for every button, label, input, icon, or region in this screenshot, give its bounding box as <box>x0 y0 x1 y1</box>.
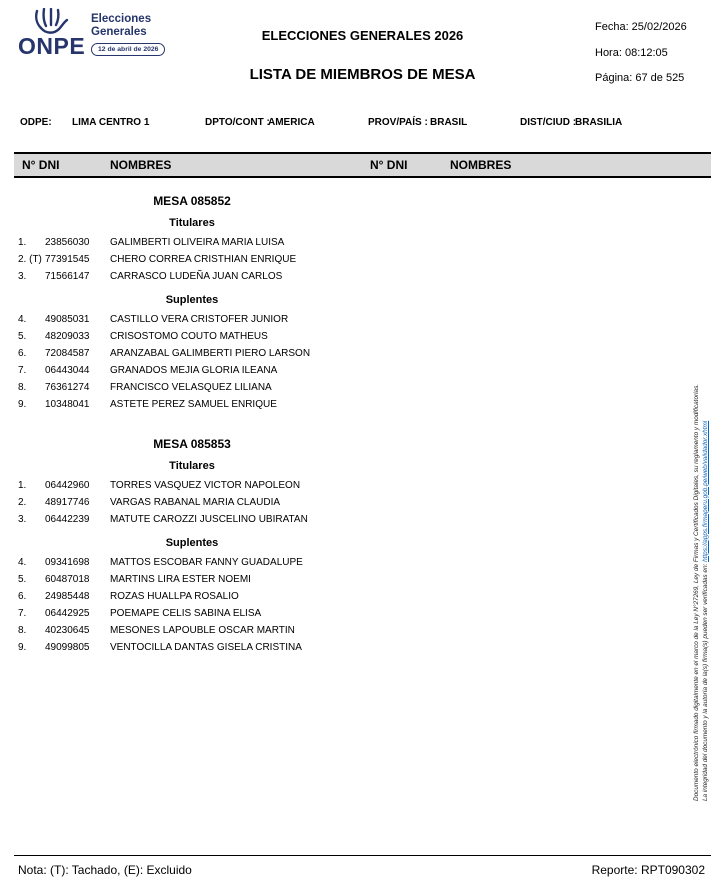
member-row <box>18 588 366 605</box>
member-row <box>18 311 366 328</box>
member-number: 8. <box>18 625 27 636</box>
fecha-line: Fecha: 25/02/2026 <box>595 21 687 33</box>
table-header-band <box>14 152 711 178</box>
dpto-label: DPTO/CONT : <box>205 117 270 128</box>
member-number: 5. <box>18 331 27 342</box>
member-number: 3. <box>18 514 27 525</box>
member-number: 7. <box>18 365 27 376</box>
member-number: 9. <box>18 642 27 653</box>
member-dni: 60487018 <box>45 574 90 585</box>
member-group-label: Titulares <box>169 460 215 472</box>
member-group-label: Suplentes <box>165 294 219 306</box>
mesa-title: MESA 085853 <box>153 437 231 451</box>
member-dni: 77391545 <box>45 254 90 265</box>
member-number: 1. <box>18 237 27 248</box>
member-row <box>18 396 366 413</box>
member-name: GRANADOS MEJIA GLORIA ILEANA <box>110 365 278 376</box>
column-header-nombres-left: NOMBRES <box>110 158 172 172</box>
location-meta-row <box>0 117 725 131</box>
member-name: POEMAPE CELIS SABINA ELISA <box>110 608 262 619</box>
program-line-2: Generales <box>91 26 147 38</box>
member-row <box>18 554 366 571</box>
validator-url-link[interactable]: https://apps.firmaperu.gob.pe/web/validador.xhtml <box>701 420 709 562</box>
member-dni: 49085031 <box>45 314 90 325</box>
member-dni: 76361274 <box>45 382 90 393</box>
member-row <box>18 234 366 251</box>
member-name: TORRES VASQUEZ VICTOR NAPOLEON <box>110 480 301 491</box>
member-row <box>18 605 366 622</box>
member-name: FRANCISCO VELASQUEZ LILIANA <box>110 382 272 393</box>
member-number: 6. <box>18 348 27 359</box>
member-name: CARRASCO LUDEÑA JUAN CARLOS <box>110 271 283 282</box>
member-name: CHERO CORREA CRISTHIAN ENRIQUE <box>110 254 297 265</box>
member-number: 2. <box>18 497 27 508</box>
member-dni: 23856030 <box>45 237 90 248</box>
member-dni: 06442239 <box>45 514 90 525</box>
member-dni: 24985448 <box>45 591 90 602</box>
signature-note-line1: Documento electrónico firmado digitalmente en el marco de la Ley N°27269, Ley de Firmas y Certificados Digitales, su reglamento y modificatorias. <box>693 383 700 801</box>
member-dni: 06443044 <box>45 365 90 376</box>
member-row <box>18 268 366 285</box>
member-dni: 06442925 <box>45 608 90 619</box>
member-dni: 48917746 <box>45 497 90 508</box>
mesa-list <box>18 192 366 656</box>
member-number: 2. (T) <box>18 254 42 265</box>
footer-divider <box>14 855 711 856</box>
member-dni: 72084587 <box>45 348 90 359</box>
member-row <box>18 379 366 396</box>
member-name: VARGAS RABANAL MARIA CLAUDIA <box>110 497 281 508</box>
member-name: VENTOCILLA DANTAS GISELA CRISTINA <box>110 642 302 653</box>
member-number: 7. <box>18 608 27 619</box>
report-subtitle: LISTA DE MIEMBROS DE MESA <box>249 66 476 83</box>
member-name: ROZAS HUALLPA ROSALIO <box>110 591 239 602</box>
member-dni: 71566147 <box>45 271 90 282</box>
dist-label: DIST/CIUD : <box>520 117 577 128</box>
mesa-section <box>18 194 366 413</box>
member-group-label: Suplentes <box>165 537 219 549</box>
member-group-label: Titulares <box>169 217 215 229</box>
prov-label: PROV/PAÍS : <box>368 117 428 128</box>
onpe-wordmark: ONPE <box>18 33 86 59</box>
member-name: MARTINS LIRA ESTER NOEMI <box>110 574 251 585</box>
member-dni: 40230645 <box>45 625 90 636</box>
member-row <box>18 477 366 494</box>
member-number: 1. <box>18 480 27 491</box>
member-number: 8. <box>18 382 27 393</box>
digital-signature-note <box>693 285 710 801</box>
member-row <box>18 494 366 511</box>
member-dni: 49099805 <box>45 642 90 653</box>
mesa-title: MESA 085852 <box>153 194 231 208</box>
prov-value: BRASIL <box>430 117 468 128</box>
member-row <box>18 622 366 639</box>
footer-report-code: Reporte: RPT090302 <box>591 863 705 877</box>
member-number: 3. <box>18 271 27 282</box>
program-line-1: Elecciones <box>91 13 152 25</box>
footer-note: Nota: (T): Tachado, (E): Excluido <box>18 863 192 877</box>
pagina-line: Página: 67 de 525 <box>595 72 685 84</box>
report-title: ELECCIONES GENERALES 2026 <box>261 28 464 43</box>
member-name: GALIMBERTI OLIVEIRA MARIA LUISA <box>110 237 285 248</box>
member-number: 9. <box>18 399 27 410</box>
mesa-section <box>18 437 366 656</box>
member-dni: 10348041 <box>45 399 90 410</box>
member-name: CRISOSTOMO COUTO MATHEUS <box>110 331 268 342</box>
member-row <box>18 251 366 268</box>
election-date-badge: 12 de abril de 2026 <box>91 43 165 56</box>
column-header-dni-right: N° DNI <box>370 158 408 172</box>
member-dni: 06442960 <box>45 480 90 491</box>
member-dni: 09341698 <box>45 557 90 568</box>
member-name: MESONES LAPOUBLE OSCAR MARTIN <box>110 625 295 636</box>
member-dni: 48209033 <box>45 331 90 342</box>
column-header-dni-left: N° DNI <box>22 158 60 172</box>
odpe-value: LIMA CENTRO 1 <box>72 117 150 128</box>
member-name: MATTOS ESCOBAR FANNY GUADALUPE <box>110 557 303 568</box>
member-row <box>18 571 366 588</box>
hora-line: Hora: 08:12:05 <box>595 46 668 59</box>
member-name: ARANZABAL GALIMBERTI PIERO LARSON <box>110 348 311 359</box>
member-name: ASTETE PEREZ SAMUEL ENRIQUE <box>110 399 277 410</box>
member-name: CASTILLO VERA CRISTOFER JUNIOR <box>110 314 289 325</box>
member-row <box>18 511 366 528</box>
member-number: 4. <box>18 314 27 325</box>
dist-value: BRASILIA <box>575 117 623 128</box>
member-row <box>18 639 366 656</box>
member-number: 6. <box>18 591 27 602</box>
member-number: 4. <box>18 557 27 568</box>
member-row <box>18 345 366 362</box>
signature-note-line2 <box>702 285 711 801</box>
dpto-value: AMERICA <box>268 117 315 128</box>
member-number: 5. <box>18 574 27 585</box>
odpe-label: ODPE: <box>20 117 52 128</box>
member-name: MATUTE CAROZZI JUSCELINO UBIRATAN <box>110 514 308 525</box>
document-info <box>595 21 687 98</box>
member-row <box>18 328 366 345</box>
member-row <box>18 362 366 379</box>
signature-note-line2-text: La integridad del documento y la autoría de la(s) firma(s) pueden ser verificadas en: <box>701 561 709 801</box>
column-header-nombres-right: NOMBRES <box>450 158 512 172</box>
